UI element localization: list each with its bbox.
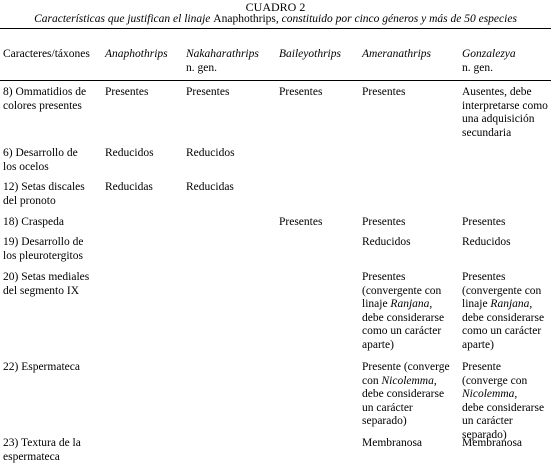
row-character-cell	[3, 236, 103, 263]
column-header-label: Anaphothrips	[105, 48, 168, 60]
header-rule	[0, 80, 551, 81]
table-cell	[105, 86, 185, 100]
column-header-characters	[3, 48, 103, 62]
column-header-label: Ameranathrips	[362, 48, 431, 60]
cell-text: Presente (converge con	[462, 361, 528, 387]
cell-text: Reducidos	[462, 236, 511, 248]
row-character-cell	[3, 147, 103, 174]
table-cell	[362, 216, 460, 230]
cell-text: , debe considerarse como un carácter aparte)	[462, 298, 545, 351]
table-cell	[362, 361, 460, 429]
cell-text: Reducidos	[186, 147, 235, 159]
row-character-cell	[3, 271, 103, 298]
cell-text: 18) Craspeda	[3, 216, 64, 228]
cell-text: Presentes (convergente con linaje	[362, 271, 442, 310]
cell-text: Reducidos	[362, 236, 411, 248]
table-cell	[362, 86, 460, 100]
cell-text: Presentes	[279, 86, 323, 98]
table-cell	[462, 361, 550, 442]
cell-text: Presente (converge con	[362, 361, 450, 387]
top-rule	[0, 28, 551, 29]
cell-text: , debe considerarse un carácter separado)	[362, 374, 445, 427]
cell-text: Reducidos	[105, 147, 154, 159]
row-character-cell	[3, 437, 103, 464]
cell-text: Reducidas	[186, 181, 234, 193]
table-cell	[362, 437, 460, 451]
column-header-anaphothrips	[105, 48, 185, 62]
table-cell	[279, 86, 361, 100]
cell-text: Membranosa	[362, 437, 423, 449]
table-cell	[186, 147, 278, 161]
cell-text: Ausentes, debe interpretarse como una adquisición secundaria	[462, 86, 548, 139]
subtitle-genus: Anaphothrips	[213, 13, 276, 25]
cell-text: Presentes	[362, 86, 406, 98]
cell-text: 23) Textura de la espermateca	[3, 437, 81, 463]
row-character-cell	[3, 181, 103, 208]
table-cell	[462, 216, 550, 230]
table-cell	[462, 437, 550, 451]
table-cell	[186, 181, 278, 195]
table-cell	[105, 147, 185, 161]
table-cell	[362, 236, 460, 250]
cell-text: , debe considerarse un carácter separado)	[462, 388, 545, 441]
cell-text: 12) Setas discales del pronoto	[3, 181, 85, 207]
row-character-cell	[3, 216, 103, 230]
subtitle-text-after: , constituido por cinco géneros y más de 50 especies	[275, 13, 517, 25]
cell-text: Membranosa	[462, 437, 523, 449]
table-cell	[105, 181, 185, 195]
table-cell	[462, 271, 550, 352]
cell-text: Presentes (convergente con linaje	[462, 271, 542, 310]
cell-text: Reducidas	[105, 181, 153, 193]
cell-text: 8) Ommatidios de colores presentes	[3, 86, 87, 112]
table-cell	[462, 86, 550, 140]
table-cell	[279, 216, 361, 230]
table-title: CUADRO 2	[245, 0, 306, 14]
table-cell	[362, 271, 460, 352]
column-header-gonzalezya	[462, 48, 550, 75]
cell-text: Presentes	[186, 86, 230, 98]
column-header-note: n. gen.	[462, 61, 493, 74]
column-header-label: Baileyothrips	[279, 48, 341, 60]
genus-name: Ranjana	[390, 298, 430, 310]
cell-text: Presentes	[462, 216, 506, 228]
cell-text: Presentes	[105, 86, 149, 98]
genus-name: Ranjana	[490, 298, 530, 310]
table-subtitle	[0, 13, 551, 27]
genus-name: Nicolemma	[462, 388, 515, 400]
column-header-label: Gonzalezya	[462, 48, 516, 60]
subtitle-text-before: Características que justifican el linaje	[34, 13, 214, 25]
table-cell	[462, 236, 550, 250]
row-character-cell	[3, 361, 103, 375]
cell-text: Presentes	[362, 216, 406, 228]
column-header-label: Nakaharathrips	[186, 48, 259, 60]
column-header-note: n. gen.	[186, 61, 217, 74]
cell-text: 6) Desarrollo de los ocelos	[3, 147, 78, 173]
cell-text: , debe considerarse como un carácter aparte)	[362, 298, 445, 351]
row-character-cell	[3, 86, 103, 113]
column-header-nakaharathrips	[186, 48, 278, 75]
table-cell	[186, 86, 278, 100]
genus-name: Nicolemma	[381, 374, 434, 387]
column-header-baileyothrips	[279, 48, 361, 62]
cell-text: 20) Setas mediales del segmento IX	[3, 271, 90, 297]
column-header-ameranathrips	[362, 48, 460, 62]
cell-text: 22) Espermateca	[3, 361, 80, 373]
cell-text: 19) Desarrollo de los pleurotergitos	[3, 236, 84, 262]
cell-text: Presentes	[279, 216, 323, 228]
column-header-label: Caracteres/táxones	[3, 48, 90, 60]
